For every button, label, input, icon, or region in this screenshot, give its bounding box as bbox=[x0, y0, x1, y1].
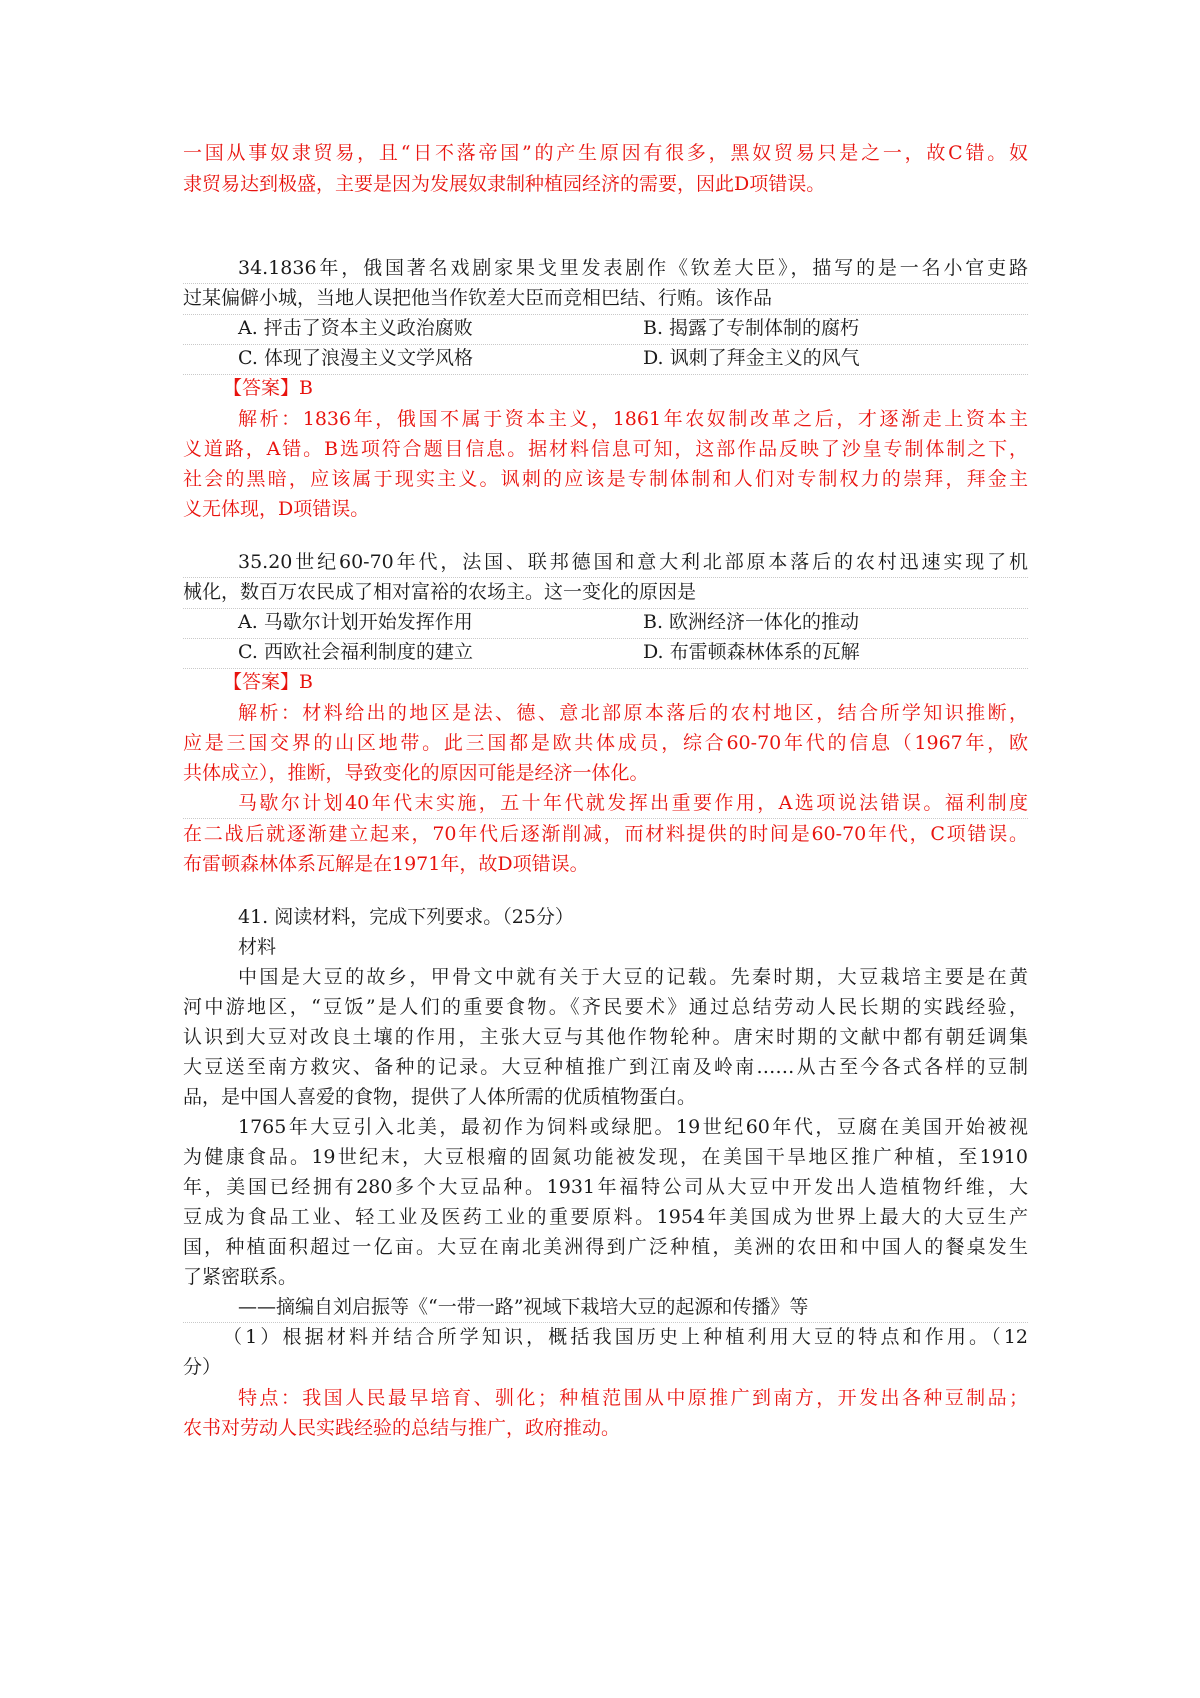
q41-material-p2-line-6: 了紧密联系。 bbox=[183, 1266, 298, 1288]
q34-option-d: D. 讽刺了拜金主义的风气 bbox=[643, 347, 860, 369]
q41-material-p2-line-3: 年，美国已经拥有280多个大豆品种。1931年福特公司从大豆中开发出人造植物纤维，大 bbox=[183, 1176, 1028, 1198]
q41-material-p1-line-4: 大豆送至南方救灾、备种的记录。大豆种植推广到江南及岭南……从古至今各式各样的豆制 bbox=[183, 1056, 1028, 1078]
q41-material-p1-line-1: 中国是大豆的故乡，甲骨文中就有关于大豆的记载。先秦时期，大豆栽培主要是在黄 bbox=[238, 966, 1028, 988]
q35-explanation-line-4: 马歇尔计划40年代末实施，五十年代就发挥出重要作用，A选项说法错误。福利制度 bbox=[183, 787, 1028, 819]
q34-stem-line-1: 34.1836年，俄国著名戏剧家果戈里发表剧作《钦差大臣》，描写的是一名小官吏路 bbox=[183, 252, 1028, 284]
q35-option-d: D. 布雷顿森林体系的瓦解 bbox=[643, 641, 860, 663]
q34-explanation-line-1: 解析：1836年，俄国不属于资本主义，1861年农奴制改革之后，才逐渐走上资本主 bbox=[238, 408, 1028, 430]
q35-answer: 【答案】B bbox=[223, 671, 313, 693]
q41-material-p1-line-2: 河中游地区，“豆饭”是人们的重要食物。《齐民要术》通过总结劳动人民长期的实践经验， bbox=[183, 996, 1028, 1018]
q35-option-c: C. 西欧社会福利制度的建立 bbox=[238, 641, 473, 663]
q35-options-row-2 bbox=[183, 636, 1028, 669]
q35-explanation-line-1: 解析：材料给出的地区是法、德、意北部原本落后的农村地区，结合所学知识推断， bbox=[238, 702, 1028, 724]
q35-explanation-line-6: 布雷顿森林体系瓦解是在1971年，故D项错误。 bbox=[183, 853, 589, 875]
q34-options-row-2 bbox=[183, 342, 1028, 375]
q41-title: 41. 阅读材料，完成下列要求。（25分） bbox=[238, 906, 574, 928]
q34-explanation-line-2: 义道路，A错。B选项符合题目信息。据材料信息可知，这部作品反映了沙皇专制体制之下， bbox=[183, 438, 1028, 460]
q41-material-p2-line-5: 国，种植面积超过一亿亩。大豆在南北美洲得到广泛种植，美洲的农田和中国人的餐桌发生 bbox=[183, 1236, 1028, 1258]
q35-option-b: B. 欧洲经济一体化的推动 bbox=[643, 611, 860, 633]
q41-subquestion-1-line-2: 分） bbox=[183, 1356, 222, 1378]
q34-explanation-line-4: 义无体现，D项错误。 bbox=[183, 498, 370, 520]
q41-answer-1-line-2: 农书对劳动人民实践经验的总结与推广，政府推动。 bbox=[183, 1417, 621, 1439]
q41-material-p1-line-3: 认识到大豆对改良土壤的作用，主张大豆与其他作物轮种。唐宋时期的文献中都有朝廷调集 bbox=[183, 1026, 1028, 1048]
q35-stem-line-1: 35.20世纪60-70年代，法国、联邦德国和意大利北部原本落后的农村迅速实现了机 bbox=[183, 546, 1028, 578]
q41-material-p2-line-4: 豆成为食品工业、轻工业及医药工业的重要原料。1954年美国成为世界上最大的大豆生产 bbox=[183, 1206, 1028, 1228]
q41-subquestion-1-line-1: （1）根据材料并结合所学知识，概括我国历史上种植利用大豆的特点和作用。（12 bbox=[223, 1326, 1028, 1348]
q41-answer-1-line-1: 特点：我国人民最早培育、驯化；种植范围从中原推广到南方，开发出各种豆制品； bbox=[238, 1387, 1028, 1409]
q35-option-a: A. 马歇尔计划开始发挥作用 bbox=[238, 611, 473, 633]
q34-answer: 【答案】B bbox=[223, 377, 313, 399]
q34-option-a: A. 抨击了资本主义政治腐败 bbox=[238, 317, 473, 339]
q34-explanation-line-3: 社会的黑暗，应该属于现实主义。讽刺的应该是专制体制和人们对专制权力的崇拜，拜金主 bbox=[183, 468, 1028, 490]
q41-material-p2-line-2: 为健康食品。19世纪末，大豆根瘤的固氮功能被发现，在美国干旱地区推广种植，至1910 bbox=[183, 1146, 1028, 1168]
q41-source: ——摘编自刘启振等《“一带一路”视域下栽培大豆的起源和传播》等 bbox=[183, 1291, 1028, 1323]
q35-stem-line-2: 械化，数百万农民成了相对富裕的农场主。这一变化的原因是 bbox=[183, 576, 1028, 609]
q34-options-row-1 bbox=[183, 312, 1028, 345]
q34-stem-line-2: 过某偏僻小城，当地人误把他当作钦差大臣而竞相巴结、行贿。该作品 bbox=[183, 282, 1028, 315]
q41-material-p2-line-1: 1765年大豆引入北美，最初作为饲料或绿肥。19世纪60年代，豆腐在美国开始被视 bbox=[238, 1116, 1028, 1138]
q41-material-label: 材料 bbox=[238, 936, 277, 958]
prev-explanation-line-2: 隶贸易达到极盛，主要是因为发展奴隶制种植园经济的需要，因此D项错误。 bbox=[183, 173, 826, 195]
q34-option-c: C. 体现了浪漫主义文学风格 bbox=[238, 347, 473, 369]
q35-explanation-line-3: 共体成立），推断，导致变化的原因可能是经济一体化。 bbox=[183, 762, 649, 784]
q35-options-row-1 bbox=[183, 606, 1028, 639]
q35-explanation-line-2: 应是三国交界的山区地带。此三国都是欧共体成员，综合60-70年代的信息（1967年，欧 bbox=[183, 732, 1028, 754]
q41-material-p1-line-5: 品，是中国人喜爱的食物，提供了人体所需的优质植物蛋白。 bbox=[183, 1086, 697, 1108]
q35-explanation-line-5: 在二战后就逐渐建立起来，70年代后逐渐削减，而材料提供的时间是60-70年代，C项错误。 bbox=[183, 823, 1028, 845]
q34-option-b: B. 揭露了专制体制的腐朽 bbox=[643, 317, 860, 339]
prev-explanation-line-1: 一国从事奴隶贸易，且“日不落帝国”的产生原因有很多，黑奴贸易只是之一，故C错。奴 bbox=[183, 142, 1028, 164]
